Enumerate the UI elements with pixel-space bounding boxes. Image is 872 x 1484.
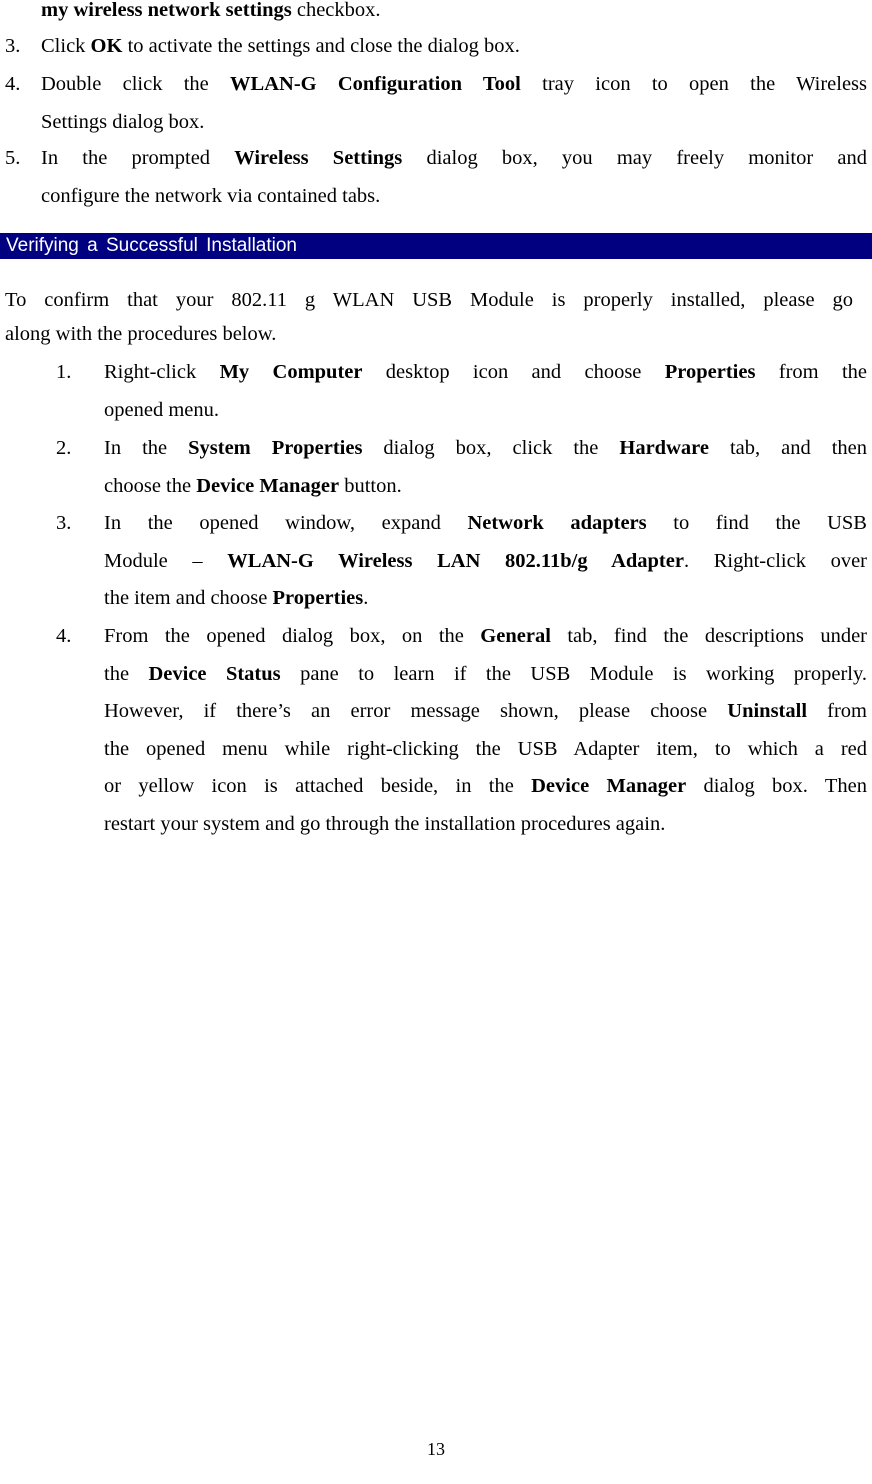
text-segment: or yellow icon is attached beside, in the xyxy=(104,775,532,797)
step-line xyxy=(104,473,402,499)
bold-term: System Properties xyxy=(188,437,363,459)
step-line xyxy=(104,623,867,649)
step-line xyxy=(104,435,867,461)
step-number: 4. xyxy=(56,625,72,647)
text-segment: In the xyxy=(104,437,189,459)
text-segment: tab, find the descriptions under xyxy=(550,625,867,647)
section-heading: Verifying a Successful Installation xyxy=(0,233,872,259)
step-line xyxy=(104,397,219,423)
text-segment: dialog box, you may freely monitor and xyxy=(402,147,867,169)
step-number: 3. xyxy=(5,35,21,57)
bold-term: General xyxy=(480,625,551,647)
bold-term: Network adapters xyxy=(467,512,647,534)
continuation-line xyxy=(41,0,381,23)
step-line xyxy=(41,71,867,97)
bold-term: Uninstall xyxy=(727,700,808,722)
step-line xyxy=(104,736,867,762)
text-segment: the opened menu while right-clicking the USB Adapter item, to which a red xyxy=(104,738,867,760)
text-segment: Module – xyxy=(104,550,228,572)
intro-line-2: along with the procedures below. xyxy=(5,323,277,345)
step-number: 3. xyxy=(56,512,72,534)
step-line xyxy=(104,359,867,385)
bold-term: My Computer xyxy=(219,361,363,383)
text-segment: Click xyxy=(41,35,91,57)
text-segment: tray icon to open the Wireless xyxy=(520,73,868,95)
bold-term: Wireless Settings xyxy=(234,147,403,169)
step-line xyxy=(41,183,380,209)
step-line xyxy=(41,145,867,171)
intro-line-1: To confirm that your 802.11 g WLAN USB Module is properly installed, please go xyxy=(5,289,853,311)
bold-term: WLAN-G Configuration Tool xyxy=(230,73,521,95)
text-segment: choose the xyxy=(104,475,197,497)
step-line xyxy=(104,661,867,687)
continuation-rest: checkbox. xyxy=(291,0,381,21)
text-segment: In the opened window, expand xyxy=(104,512,468,534)
bold-term: WLAN-G Wireless LAN 802.11b/g Adapter xyxy=(227,550,684,572)
text-segment: dialog box, click the xyxy=(362,437,620,459)
step-number: 4. xyxy=(5,73,21,95)
step-line xyxy=(41,109,204,135)
step-number: 2. xyxy=(56,437,72,459)
text-segment: desktop icon and choose xyxy=(362,361,665,383)
text-segment: opened menu. xyxy=(104,399,219,421)
bold-term: OK xyxy=(90,35,123,57)
text-segment: from xyxy=(807,700,868,722)
bold-term: Properties xyxy=(664,361,756,383)
step-line xyxy=(104,811,665,837)
page-number: 13 xyxy=(427,1439,445,1459)
step-line xyxy=(104,698,867,724)
text-segment: the xyxy=(104,663,149,685)
text-segment: However, if there’s an error message shown, please choose xyxy=(104,700,728,722)
bold-term: Hardware xyxy=(619,437,709,459)
text-segment: . Right-click over xyxy=(683,550,867,572)
bold-term: Properties xyxy=(272,587,364,609)
text-segment: to find the USB xyxy=(646,512,867,534)
text-segment: button. xyxy=(339,475,402,497)
text-segment: restart your system and go through the installation procedures again. xyxy=(104,813,666,835)
bold-term: Device Manager xyxy=(196,475,340,497)
text-segment: to activate the settings and close the dialog box. xyxy=(122,35,520,57)
bold-term: Device Manager xyxy=(531,775,687,797)
text-segment: . xyxy=(363,587,369,609)
continuation-bold: my wireless network settings xyxy=(41,0,292,21)
text-segment: From the opened dialog box, on the xyxy=(104,625,481,647)
step-number: 1. xyxy=(56,361,72,383)
bold-term: Device Status xyxy=(148,663,281,685)
step-line xyxy=(104,510,867,536)
step-number: 5. xyxy=(5,147,21,169)
step-line xyxy=(104,585,368,611)
text-segment: dialog box. Then xyxy=(686,775,867,797)
text-segment: tab, and then xyxy=(708,437,867,459)
text-segment: Settings dialog box. xyxy=(41,111,205,133)
step-line xyxy=(41,33,520,59)
text-segment: from the xyxy=(755,361,867,383)
step-line xyxy=(104,773,867,799)
text-segment: the item and choose xyxy=(104,587,273,609)
text-segment: Right-click xyxy=(104,361,220,383)
step-line xyxy=(104,548,867,574)
text-segment: configure the network via contained tabs. xyxy=(41,185,381,207)
text-segment: In the prompted xyxy=(41,147,235,169)
text-segment: pane to learn if the USB Module is working properly. xyxy=(280,663,868,685)
text-segment: Double click the xyxy=(41,73,231,95)
